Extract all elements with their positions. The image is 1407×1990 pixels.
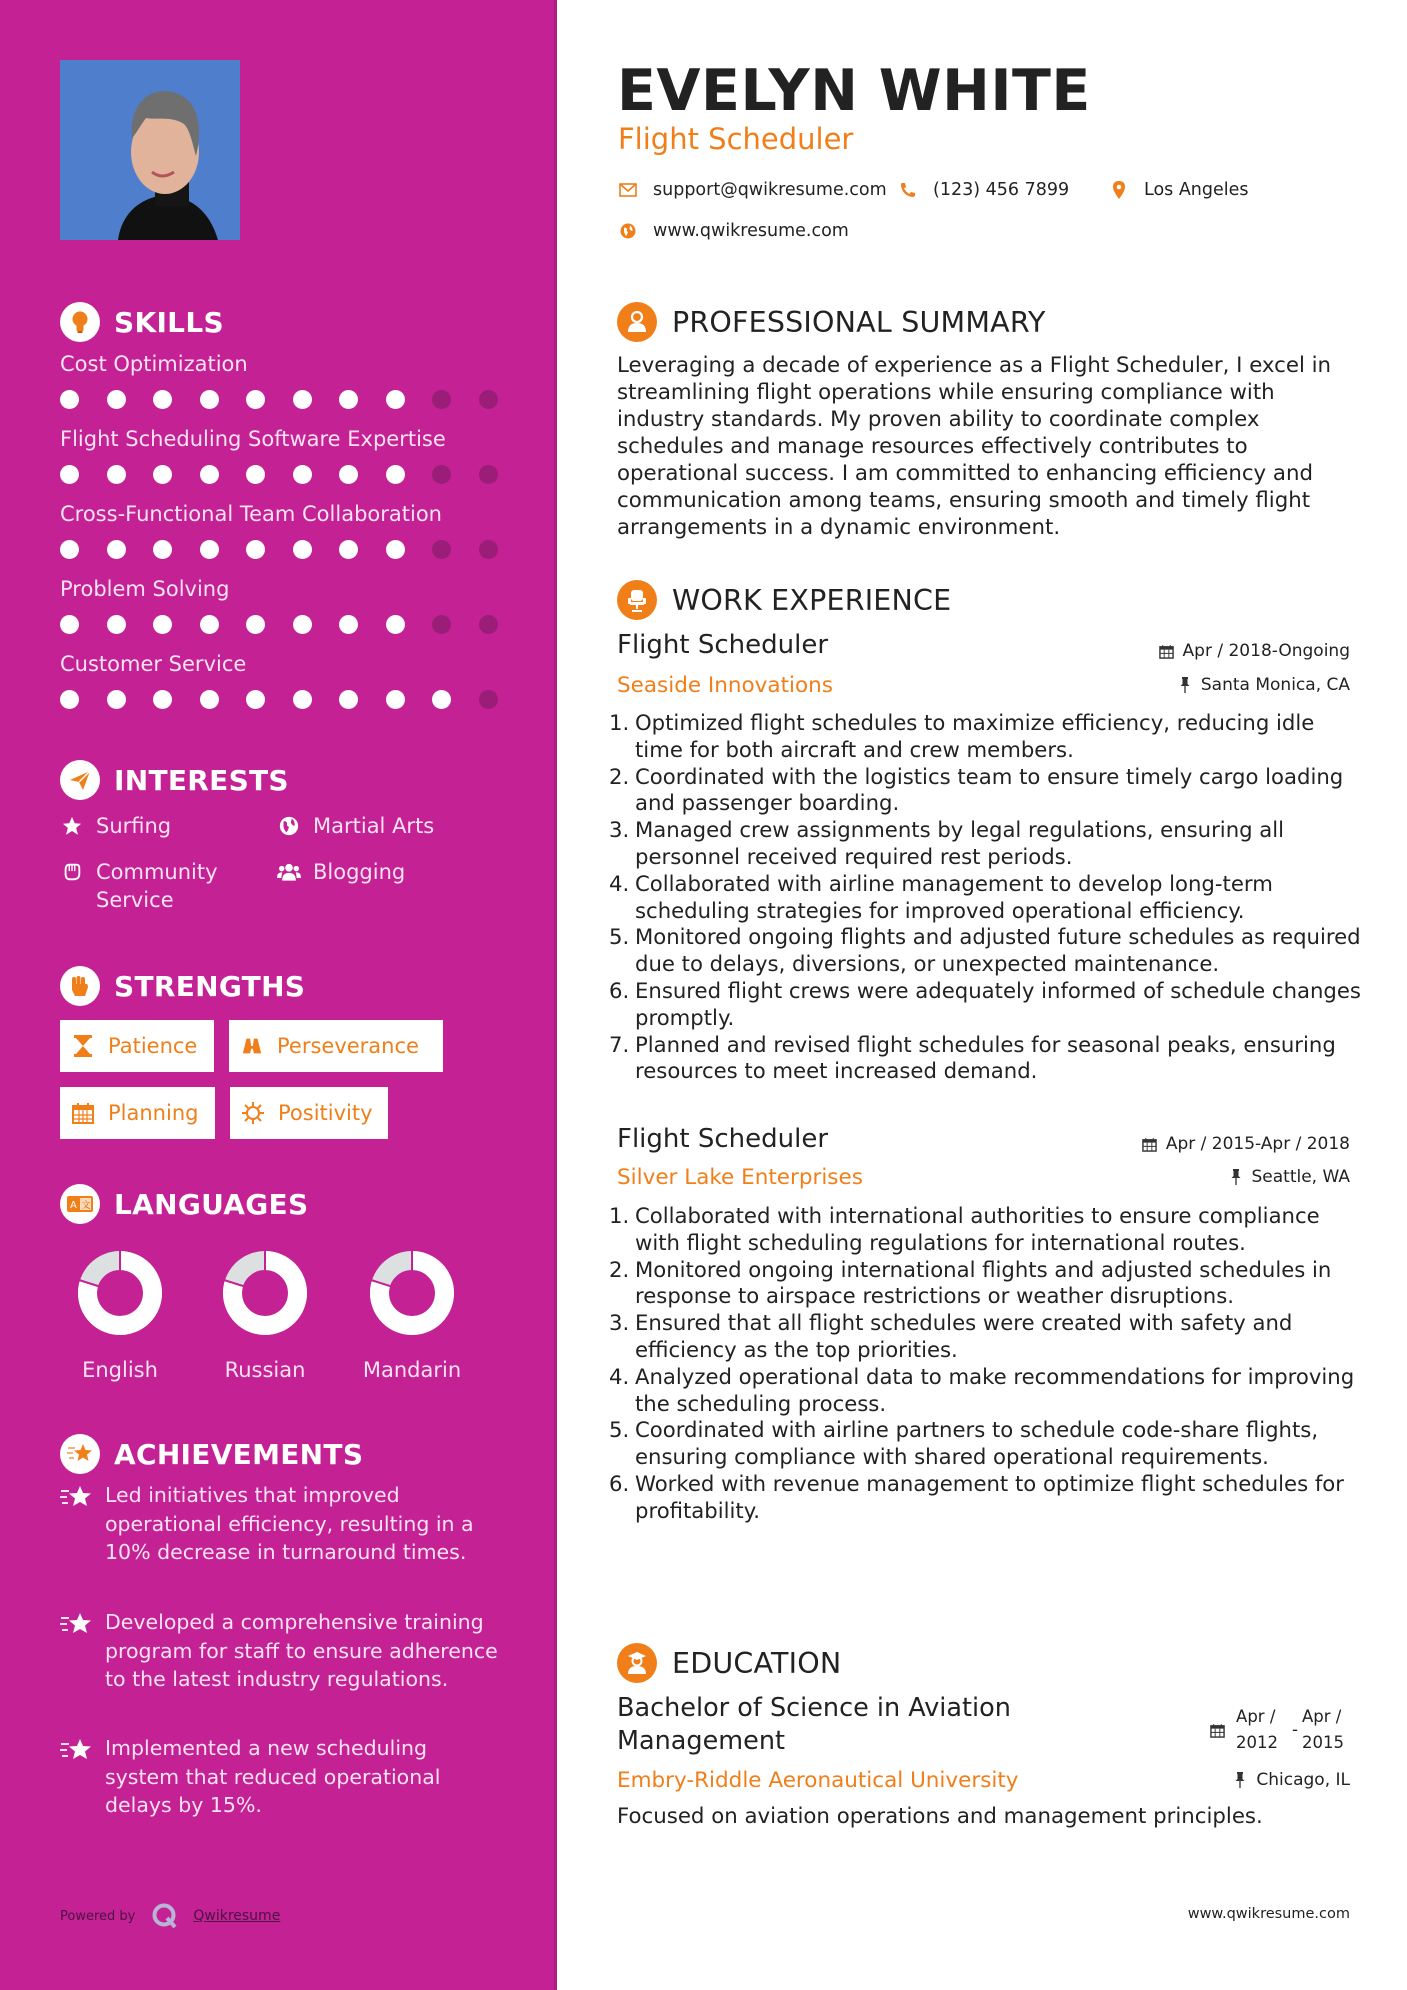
achievement-item: Developed a comprehensive training program for staff to ensure adherence to the latest industry regulations. — [60, 1608, 500, 1694]
bullet-item: 5. Monitored ongoing flights and adjusted future schedules as required due to delays, diversions, or unexpected maintenance. — [609, 924, 1361, 977]
rating-dot-filled — [246, 690, 265, 709]
rating-dot-filled — [153, 690, 172, 709]
summary-text: Leveraging a decade of experience as a Flight Scheduler, I excel in streamlining flight operations while ensuring compliance with industry standards. My proven ability to coordinate complex schedules and manage resources effectively contributes to operational success. I am committed to enhancing efficiency and communication among teams, ensuring smooth and timely flight arrangements in a dynamic environment. — [617, 353, 1332, 540]
calendar-icon — [1159, 643, 1175, 659]
rating-dot-filled — [60, 465, 79, 484]
candidate-role: Flight Scheduler — [618, 122, 854, 156]
language-mandarin: Mandarin — [357, 1250, 467, 1382]
rating-dot-empty — [432, 465, 451, 484]
rating-dot-filled — [60, 540, 79, 559]
svg-text:A: A — [70, 1200, 77, 1211]
language-proficiency-donut — [222, 1250, 308, 1336]
degree-title: Bachelor of Science in Aviation Management — [617, 1693, 1011, 1756]
rating-dot-empty — [479, 465, 498, 484]
date-separator: - — [1292, 1720, 1298, 1739]
rating-dot-filled — [293, 615, 312, 634]
rating-dot-filled — [293, 390, 312, 409]
strength-chip-positivity: Positivity — [230, 1087, 388, 1139]
users-icon — [277, 860, 301, 884]
rating-dot-filled — [153, 465, 172, 484]
rating-dot-filled — [339, 390, 358, 409]
calendar-icon — [1210, 1722, 1226, 1738]
rating-dot-filled — [107, 465, 126, 484]
phone-icon — [899, 181, 917, 199]
language-russian: Russian — [210, 1250, 320, 1382]
bullet-item: 4. Collaborated with airline management to develop long-term scheduling strategies for improved operational efficiency. — [609, 870, 1273, 923]
job-company: Seaside Innovations — [617, 673, 833, 698]
calendar-icon — [1142, 1136, 1158, 1152]
globe-icon — [277, 814, 301, 838]
bullet-item: 2. Monitored ongoing international flights and adjusted schedules in response to airspace restrictions or weather disruptions. — [609, 1256, 1332, 1309]
skill-label: Cost Optimization — [60, 352, 248, 376]
job-location: Santa Monica, CA — [1177, 675, 1350, 695]
interest-item: Surfing — [60, 812, 171, 840]
achievement-item: Implemented a new scheduling system that reduced operational delays by 15%. — [60, 1734, 500, 1820]
bullet-item: 1. Collaborated with international authorities to ensure compliance with flight scheduling regulations for international routes. — [609, 1203, 1320, 1255]
skill-label: Flight Scheduling Software Expertise — [60, 427, 446, 451]
rating-dot-filled — [386, 540, 405, 559]
skill-label: Cross-Functional Team Collaboration — [60, 502, 442, 526]
achievements-heading: ACHIEVEMENTS — [60, 1434, 363, 1474]
rating-dot-filled — [293, 540, 312, 559]
skill-rating — [60, 540, 525, 559]
skill-label: Problem Solving — [60, 577, 230, 601]
shooting-star-icon — [60, 1610, 94, 1638]
hourglass-icon — [72, 1035, 94, 1057]
bullet-item: 5. Coordinated with airline partners to schedule code-share flights, ensuring compliance with shared operational requirements. — [609, 1417, 1319, 1470]
bullet-item: 3. Ensured that all flight schedules were created with safety and efficiency as the top priorities. — [609, 1310, 1293, 1362]
contact-phone[interactable]: (123) 456 7899 — [899, 180, 1069, 200]
bullet-item: 1. Optimized flight schedules to maximize efficiency, reducing idle time for both aircraft and crew members. — [609, 710, 1315, 762]
binoculars-icon — [241, 1035, 263, 1057]
rating-dot-filled — [107, 615, 126, 634]
rating-dot-filled — [107, 540, 126, 559]
globe-icon — [619, 222, 637, 240]
paper-plane-icon — [60, 760, 100, 800]
rating-dot-filled — [153, 540, 172, 559]
rating-dot-filled — [246, 540, 265, 559]
job-bullets — [609, 710, 1367, 1085]
contact-location: Los Angeles — [1110, 180, 1249, 200]
rating-dot-filled — [153, 615, 172, 634]
education-location: Chicago, IL — [1232, 1770, 1350, 1790]
rating-dot-filled — [339, 690, 358, 709]
envelope-icon — [619, 181, 637, 199]
rating-dot-filled — [293, 690, 312, 709]
skill-rating — [60, 690, 525, 709]
rating-dot-empty — [432, 390, 451, 409]
translate-icon — [60, 1184, 100, 1224]
rating-dot-filled — [246, 615, 265, 634]
school-name: Embry-Riddle Aeronautical University — [617, 1768, 1019, 1793]
experience-heading: WORK EXPERIENCE — [617, 580, 951, 620]
education-description: Focused on aviation operations and management principles. — [617, 1804, 1263, 1829]
strength-chip-planning: Planning — [60, 1087, 215, 1139]
job-company: Silver Lake Enterprises — [617, 1165, 863, 1190]
skill-rating — [60, 465, 525, 484]
pushpin-icon — [1232, 1772, 1248, 1788]
rating-dot-filled — [200, 540, 219, 559]
rating-dot-filled — [107, 690, 126, 709]
shooting-star-icon — [60, 1483, 94, 1511]
rating-dot-filled — [107, 390, 126, 409]
rating-dot-filled — [200, 690, 219, 709]
contact-email[interactable]: support@qwikresume.com — [619, 180, 887, 200]
rating-dot-filled — [60, 390, 79, 409]
job-dates: Apr / 2015-Apr / 2018 — [1142, 1134, 1350, 1154]
bullet-item: 2. Coordinated with the logistics team to ensure timely cargo loading and passenger boarding. — [609, 763, 1344, 816]
interests-heading: INTERESTS — [60, 760, 289, 800]
education-dates: Apr / 2012 - Apr / 2015 — [1210, 1704, 1350, 1756]
rating-dot-filled — [60, 615, 79, 634]
sidebar — [0, 0, 557, 1990]
skill-label: Customer Service — [60, 652, 247, 676]
skill-rating — [60, 390, 525, 409]
hand-icon — [60, 860, 84, 884]
lightbulb-icon — [60, 302, 100, 342]
rating-dot-filled — [200, 390, 219, 409]
rating-dot-empty — [479, 540, 498, 559]
rating-dot-filled — [432, 690, 451, 709]
strength-chip-perseverance: Perseverance — [229, 1020, 443, 1072]
rating-dot-filled — [386, 690, 405, 709]
pushpin-icon — [1228, 1169, 1244, 1185]
contact-website[interactable]: www.qwikresume.com — [619, 221, 849, 241]
language-proficiency-donut — [77, 1250, 163, 1336]
bullet-item: 6. Ensured flight crews were adequately informed of schedule changes promptly. — [609, 977, 1361, 1030]
job-title: Flight Scheduler — [617, 630, 829, 660]
summary-heading: PROFESSIONAL SUMMARY — [617, 302, 1046, 342]
rating-dot-empty — [479, 390, 498, 409]
svg-text:文: 文 — [81, 1201, 91, 1211]
skills-heading: SKILLS — [60, 302, 224, 342]
qwikresume-logo-icon — [151, 1902, 179, 1930]
star-icon — [60, 814, 84, 838]
languages-heading: A 文 LANGUAGES — [60, 1184, 308, 1224]
bullet-item: 4. Analyzed operational data to make recommendations for improving the scheduling process. — [609, 1363, 1355, 1416]
rating-dot-filled — [339, 465, 358, 484]
sun-icon — [242, 1102, 264, 1124]
map-marker-icon — [1110, 181, 1128, 199]
interest-item: Community Service — [60, 858, 260, 914]
bullet-item: 6. Worked with revenue management to optimize flight schedules for profitability. — [609, 1470, 1344, 1523]
rating-dot-filled — [386, 390, 405, 409]
shooting-star-icon — [60, 1736, 94, 1764]
rating-dot-empty — [479, 615, 498, 634]
footer-website-link[interactable]: www.qwikresume.com — [1187, 1906, 1350, 1922]
user-icon — [617, 302, 657, 342]
rating-dot-filled — [386, 465, 405, 484]
language-english: English — [65, 1250, 175, 1382]
main-content — [557, 0, 1407, 1990]
rating-dot-filled — [60, 690, 79, 709]
qwikresume-link[interactable]: Qwikresume — [193, 1908, 281, 1924]
rating-dot-filled — [200, 615, 219, 634]
job-bullets — [609, 1203, 1367, 1525]
rating-dot-filled — [293, 465, 312, 484]
candidate-name: EVELYN WHITE — [617, 58, 1091, 124]
rating-dot-filled — [386, 615, 405, 634]
fist-icon — [60, 966, 100, 1006]
language-proficiency-donut — [369, 1250, 455, 1336]
calendar-icon — [72, 1102, 94, 1124]
achievement-item: Led initiatives that improved operational efficiency, resulting in a 10% decrease in turnaround times. — [60, 1481, 500, 1567]
strength-chip-patience: Patience — [60, 1020, 214, 1072]
job-location: Seattle, WA — [1228, 1167, 1351, 1187]
rating-dot-empty — [432, 540, 451, 559]
pushpin-icon — [1177, 677, 1193, 693]
rating-dot-empty — [479, 690, 498, 709]
graduate-icon — [617, 1643, 657, 1683]
powered-by: Powered by Qwikresume — [60, 1902, 280, 1930]
office-chair-icon — [617, 580, 657, 620]
shooting-star-icon — [60, 1434, 100, 1474]
rating-dot-filled — [339, 615, 358, 634]
job-title: Flight Scheduler — [617, 1124, 829, 1154]
profile-photo — [60, 60, 240, 240]
rating-dot-filled — [153, 390, 172, 409]
interest-item: Martial Arts — [277, 812, 434, 840]
skill-rating — [60, 615, 525, 634]
strengths-heading: STRENGTHS — [60, 966, 305, 1006]
job-dates: Apr / 2018-Ongoing — [1159, 641, 1350, 661]
rating-dot-empty — [432, 615, 451, 634]
bullet-item: 3. Managed crew assignments by legal regulations, ensuring all personnel received required rest periods. — [609, 817, 1285, 869]
rating-dot-filled — [200, 465, 219, 484]
education-heading: EDUCATION — [617, 1643, 841, 1683]
bullet-item: 7. Planned and revised flight schedules for seasonal peaks, ensuring resources to meet increased demand. — [609, 1031, 1336, 1084]
interest-item: Blogging — [277, 858, 405, 886]
rating-dot-filled — [339, 540, 358, 559]
rating-dot-filled — [246, 465, 265, 484]
portrait-image — [60, 60, 240, 240]
rating-dot-filled — [246, 390, 265, 409]
